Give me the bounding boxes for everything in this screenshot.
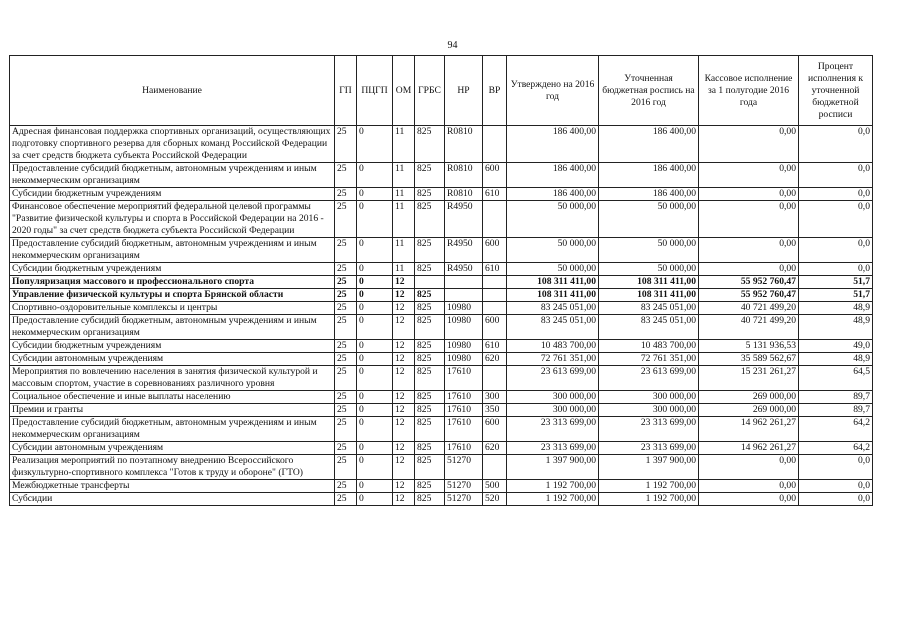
cell-vr [483, 366, 507, 391]
cell-approved: 10 483 700,00 [507, 340, 599, 353]
cell-om: 12 [393, 480, 415, 493]
cell-percent: 89,7 [799, 404, 873, 417]
cell-refined: 50 000,00 [599, 263, 699, 276]
cell-om: 12 [393, 493, 415, 506]
cell-pgp: 0 [357, 126, 393, 163]
cell-vr: 600 [483, 163, 507, 188]
cell-cash: 0,00 [699, 126, 799, 163]
cell-approved: 23 313 699,00 [507, 442, 599, 455]
cell-om: 12 [393, 315, 415, 340]
cell-vr: 300 [483, 391, 507, 404]
cell-nr: 51270 [445, 455, 483, 480]
cell-grbs: 825 [415, 302, 445, 315]
cell-name: Предоставление субсидий бюджетным, автономным учреждениям и иным некоммерческим организациям [10, 417, 335, 442]
cell-percent: 0,0 [799, 201, 873, 238]
cell-name: Субсидии бюджетным учреждениям [10, 188, 335, 201]
table-row [10, 493, 873, 506]
cell-approved: 50 000,00 [507, 263, 599, 276]
cell-percent: 0,0 [799, 126, 873, 163]
cell-vr: 610 [483, 263, 507, 276]
cell-percent: 64,2 [799, 442, 873, 455]
cell-gp: 25 [335, 455, 357, 480]
table-row [10, 238, 873, 263]
cell-name: Мероприятия по вовлечению населения в занятия физической культурой и массовым спортом, участие в соревнованиях различного уровня [10, 366, 335, 391]
cell-approved: 23 613 699,00 [507, 366, 599, 391]
cell-percent: 48,9 [799, 302, 873, 315]
cell-grbs: 825 [415, 340, 445, 353]
table-row [10, 126, 873, 163]
cell-om: 12 [393, 302, 415, 315]
cell-om: 12 [393, 391, 415, 404]
table-row [10, 417, 873, 442]
table-row [10, 315, 873, 340]
cell-pgp: 0 [357, 391, 393, 404]
table-row [10, 263, 873, 276]
header-pgp: ПЦГП [357, 56, 393, 126]
cell-vr: 620 [483, 442, 507, 455]
cell-om: 11 [393, 238, 415, 263]
cell-percent: 0,0 [799, 188, 873, 201]
header-name: Наименование [10, 56, 335, 126]
cell-pgp: 0 [357, 455, 393, 480]
cell-approved: 186 400,00 [507, 126, 599, 163]
cell-pgp: 0 [357, 263, 393, 276]
cell-nr: 10980 [445, 302, 483, 315]
cell-gp: 25 [335, 493, 357, 506]
cell-nr: 17610 [445, 404, 483, 417]
table-row [10, 276, 873, 289]
cell-om: 12 [393, 455, 415, 480]
cell-percent: 64,2 [799, 417, 873, 442]
cell-om: 11 [393, 201, 415, 238]
cell-vr [483, 455, 507, 480]
cell-nr: R4950 [445, 238, 483, 263]
cell-nr: 10980 [445, 315, 483, 340]
cell-name: Премии и гранты [10, 404, 335, 417]
page-number: 94 [447, 40, 458, 51]
cell-refined: 300 000,00 [599, 404, 699, 417]
cell-refined: 23 613 699,00 [599, 366, 699, 391]
cell-approved: 108 311 411,00 [507, 276, 599, 289]
cell-gp: 25 [335, 404, 357, 417]
cell-percent: 0,0 [799, 263, 873, 276]
cell-gp: 25 [335, 188, 357, 201]
table-row [10, 404, 873, 417]
cell-name: Управление физической культуры и спорта Брянской области [10, 289, 335, 302]
cell-refined: 186 400,00 [599, 126, 699, 163]
cell-om: 11 [393, 263, 415, 276]
table-row [10, 289, 873, 302]
cell-gp: 25 [335, 340, 357, 353]
cell-nr: R0810 [445, 163, 483, 188]
cell-refined: 108 311 411,00 [599, 289, 699, 302]
cell-percent: 89,7 [799, 391, 873, 404]
cell-refined: 50 000,00 [599, 201, 699, 238]
cell-cash: 0,00 [699, 238, 799, 263]
cell-gp: 25 [335, 442, 357, 455]
cell-refined: 1 192 700,00 [599, 480, 699, 493]
table-row [10, 366, 873, 391]
cell-cash: 40 721 499,20 [699, 315, 799, 340]
cell-om: 12 [393, 340, 415, 353]
cell-cash: 269 000,00 [699, 391, 799, 404]
cell-cash: 55 952 760,47 [699, 289, 799, 302]
table-row [10, 201, 873, 238]
cell-cash: 0,00 [699, 163, 799, 188]
cell-approved: 83 245 051,00 [507, 315, 599, 340]
cell-om: 12 [393, 276, 415, 289]
cell-cash: 0,00 [699, 263, 799, 276]
cell-grbs: 825 [415, 315, 445, 340]
cell-om: 11 [393, 126, 415, 163]
table-row [10, 442, 873, 455]
cell-percent: 48,9 [799, 353, 873, 366]
cell-nr: R4950 [445, 263, 483, 276]
table-body [10, 126, 873, 506]
cell-nr: 10980 [445, 340, 483, 353]
cell-refined: 83 245 051,00 [599, 315, 699, 340]
cell-name: Адресная финансовая поддержка спортивных организаций, осуществляющих подготовку спортивного резерва для сборных команд Российской Федерации за счет средств бюджета субъекта Российской Федерации [10, 126, 335, 163]
header-om: ОМ [393, 56, 415, 126]
cell-gp: 25 [335, 353, 357, 366]
cell-name: Популяризация массового и профессионального спорта [10, 276, 335, 289]
cell-nr: 17610 [445, 366, 483, 391]
cell-grbs: 825 [415, 391, 445, 404]
cell-gp: 25 [335, 163, 357, 188]
header-grbs: ГРБС [415, 56, 445, 126]
cell-pgp: 0 [357, 493, 393, 506]
cell-refined: 83 245 051,00 [599, 302, 699, 315]
cell-pgp: 0 [357, 366, 393, 391]
table-row [10, 188, 873, 201]
cell-vr [483, 201, 507, 238]
cell-pgp: 0 [357, 238, 393, 263]
cell-vr: 610 [483, 340, 507, 353]
cell-pgp: 0 [357, 188, 393, 201]
cell-gp: 25 [335, 276, 357, 289]
cell-name: Социальное обеспечение и иные выплаты населению [10, 391, 335, 404]
cell-refined: 50 000,00 [599, 238, 699, 263]
cell-grbs: 825 [415, 366, 445, 391]
cell-gp: 25 [335, 289, 357, 302]
cell-pgp: 0 [357, 163, 393, 188]
table-row [10, 455, 873, 480]
cell-approved: 300 000,00 [507, 391, 599, 404]
cell-cash: 269 000,00 [699, 404, 799, 417]
cell-pgp: 0 [357, 302, 393, 315]
cell-nr: 17610 [445, 442, 483, 455]
cell-nr: R4950 [445, 201, 483, 238]
cell-percent: 64,5 [799, 366, 873, 391]
header-percent: Процент исполнения к уточненной бюджетной росписи [799, 56, 873, 126]
cell-cash: 40 721 499,20 [699, 302, 799, 315]
cell-grbs [415, 276, 445, 289]
cell-refined: 186 400,00 [599, 163, 699, 188]
table-row [10, 340, 873, 353]
cell-percent: 0,0 [799, 480, 873, 493]
cell-cash: 14 962 261,27 [699, 417, 799, 442]
cell-om: 11 [393, 163, 415, 188]
cell-pgp: 0 [357, 289, 393, 302]
cell-om: 12 [393, 404, 415, 417]
cell-name: Предоставление субсидий бюджетным, автономным учреждениям и иным некоммерческим организациям [10, 163, 335, 188]
cell-refined: 10 483 700,00 [599, 340, 699, 353]
header-vr: ВР [483, 56, 507, 126]
cell-grbs: 825 [415, 442, 445, 455]
cell-nr: R0810 [445, 126, 483, 163]
cell-om: 12 [393, 289, 415, 302]
cell-cash: 0,00 [699, 455, 799, 480]
cell-percent: 0,0 [799, 163, 873, 188]
cell-approved: 50 000,00 [507, 201, 599, 238]
cell-approved: 186 400,00 [507, 188, 599, 201]
cell-nr: 51270 [445, 493, 483, 506]
cell-approved: 1 192 700,00 [507, 493, 599, 506]
cell-name: Субсидии [10, 493, 335, 506]
cell-cash: 0,00 [699, 480, 799, 493]
table-row [10, 353, 873, 366]
cell-grbs: 825 [415, 480, 445, 493]
cell-cash: 15 231 261,27 [699, 366, 799, 391]
cell-nr: 10980 [445, 353, 483, 366]
cell-approved: 1 397 900,00 [507, 455, 599, 480]
cell-pgp: 0 [357, 340, 393, 353]
cell-vr [483, 302, 507, 315]
cell-percent: 0,0 [799, 493, 873, 506]
cell-name: Субсидии бюджетным учреждениям [10, 340, 335, 353]
cell-approved: 83 245 051,00 [507, 302, 599, 315]
cell-om: 12 [393, 366, 415, 391]
header-refined: Уточненная бюджетная роспись на 2016 год [599, 56, 699, 126]
cell-name: Субсидии автономным учреждениям [10, 353, 335, 366]
budget-execution-table [9, 55, 873, 506]
cell-gp: 25 [335, 263, 357, 276]
cell-pgp: 0 [357, 201, 393, 238]
cell-approved: 23 313 699,00 [507, 417, 599, 442]
cell-approved: 186 400,00 [507, 163, 599, 188]
cell-vr: 600 [483, 238, 507, 263]
cell-nr [445, 289, 483, 302]
cell-cash: 0,00 [699, 188, 799, 201]
cell-pgp: 0 [357, 353, 393, 366]
cell-approved: 1 192 700,00 [507, 480, 599, 493]
cell-vr: 600 [483, 315, 507, 340]
table-row [10, 163, 873, 188]
cell-grbs: 825 [415, 455, 445, 480]
cell-refined: 23 313 699,00 [599, 442, 699, 455]
cell-percent: 0,0 [799, 455, 873, 480]
cell-name: Спортивно-оздоровительные комплексы и центры [10, 302, 335, 315]
cell-om: 12 [393, 417, 415, 442]
cell-gp: 25 [335, 238, 357, 263]
cell-percent: 51,7 [799, 289, 873, 302]
cell-cash: 35 589 562,67 [699, 353, 799, 366]
cell-gp: 25 [335, 315, 357, 340]
cell-vr: 600 [483, 417, 507, 442]
cell-refined: 300 000,00 [599, 391, 699, 404]
cell-refined: 72 761 351,00 [599, 353, 699, 366]
cell-vr: 610 [483, 188, 507, 201]
table-row [10, 302, 873, 315]
cell-cash: 5 131 936,53 [699, 340, 799, 353]
cell-pgp: 0 [357, 315, 393, 340]
table-row [10, 480, 873, 493]
cell-grbs: 825 [415, 404, 445, 417]
cell-cash: 0,00 [699, 201, 799, 238]
cell-vr: 520 [483, 493, 507, 506]
cell-pgp: 0 [357, 480, 393, 493]
cell-gp: 25 [335, 480, 357, 493]
cell-grbs: 825 [415, 353, 445, 366]
cell-cash: 0,00 [699, 493, 799, 506]
cell-om: 12 [393, 442, 415, 455]
cell-refined: 1 192 700,00 [599, 493, 699, 506]
cell-grbs: 825 [415, 417, 445, 442]
cell-refined: 186 400,00 [599, 188, 699, 201]
cell-gp: 25 [335, 417, 357, 442]
cell-name: Субсидии бюджетным учреждениям [10, 263, 335, 276]
cell-grbs: 825 [415, 493, 445, 506]
cell-pgp: 0 [357, 417, 393, 442]
cell-name: Финансовое обеспечение мероприятий федеральной целевой программы "Развитие физической культуры и спорта в Российской Федерации на 2016 - 2020 годы" за счет средств бюджета субъекта Российской Федерации [10, 201, 335, 238]
cell-pgp: 0 [357, 276, 393, 289]
cell-refined: 108 311 411,00 [599, 276, 699, 289]
cell-grbs: 825 [415, 188, 445, 201]
cell-percent: 49,0 [799, 340, 873, 353]
cell-vr [483, 126, 507, 163]
cell-approved: 72 761 351,00 [507, 353, 599, 366]
cell-name: Реализация мероприятий по поэтапному внедрению Всероссийского физкультурно-спортивного комплекса "Готов к труду и обороне" (ГТО) [10, 455, 335, 480]
cell-approved: 300 000,00 [507, 404, 599, 417]
cell-gp: 25 [335, 391, 357, 404]
cell-approved: 50 000,00 [507, 238, 599, 263]
cell-cash: 14 962 261,27 [699, 442, 799, 455]
cell-om: 11 [393, 188, 415, 201]
table-header-row [10, 56, 873, 126]
cell-vr [483, 276, 507, 289]
cell-gp: 25 [335, 126, 357, 163]
cell-nr: 17610 [445, 391, 483, 404]
cell-percent: 51,7 [799, 276, 873, 289]
cell-name: Предоставление субсидий бюджетным, автономным учреждениям и иным некоммерческим организациям [10, 238, 335, 263]
cell-vr: 500 [483, 480, 507, 493]
cell-pgp: 0 [357, 404, 393, 417]
cell-pgp: 0 [357, 442, 393, 455]
cell-nr: R0810 [445, 188, 483, 201]
cell-gp: 25 [335, 302, 357, 315]
cell-refined: 1 397 900,00 [599, 455, 699, 480]
cell-grbs: 825 [415, 289, 445, 302]
cell-nr: 17610 [445, 417, 483, 442]
cell-refined: 23 313 699,00 [599, 417, 699, 442]
cell-om: 12 [393, 353, 415, 366]
header-approved: Утверждено на 2016 год [507, 56, 599, 126]
cell-grbs: 825 [415, 263, 445, 276]
cell-nr: 51270 [445, 480, 483, 493]
table-row [10, 391, 873, 404]
cell-grbs: 825 [415, 126, 445, 163]
cell-gp: 25 [335, 201, 357, 238]
cell-approved: 108 311 411,00 [507, 289, 599, 302]
header-cash: Кассовое исполнение за 1 полугодие 2016 года [699, 56, 799, 126]
cell-percent: 0,0 [799, 238, 873, 263]
cell-name: Субсидии автономным учреждениям [10, 442, 335, 455]
cell-vr [483, 289, 507, 302]
cell-grbs: 825 [415, 163, 445, 188]
header-nr: НР [445, 56, 483, 126]
cell-vr: 350 [483, 404, 507, 417]
cell-name: Предоставление субсидий бюджетным, автономным учреждениям и иным некоммерческим организациям [10, 315, 335, 340]
cell-name: Межбюджетные трансферты [10, 480, 335, 493]
cell-percent: 48,9 [799, 315, 873, 340]
cell-grbs: 825 [415, 201, 445, 238]
cell-cash: 55 952 760,47 [699, 276, 799, 289]
cell-nr [445, 276, 483, 289]
cell-grbs: 825 [415, 238, 445, 263]
header-gp: ГП [335, 56, 357, 126]
cell-gp: 25 [335, 366, 357, 391]
cell-vr: 620 [483, 353, 507, 366]
